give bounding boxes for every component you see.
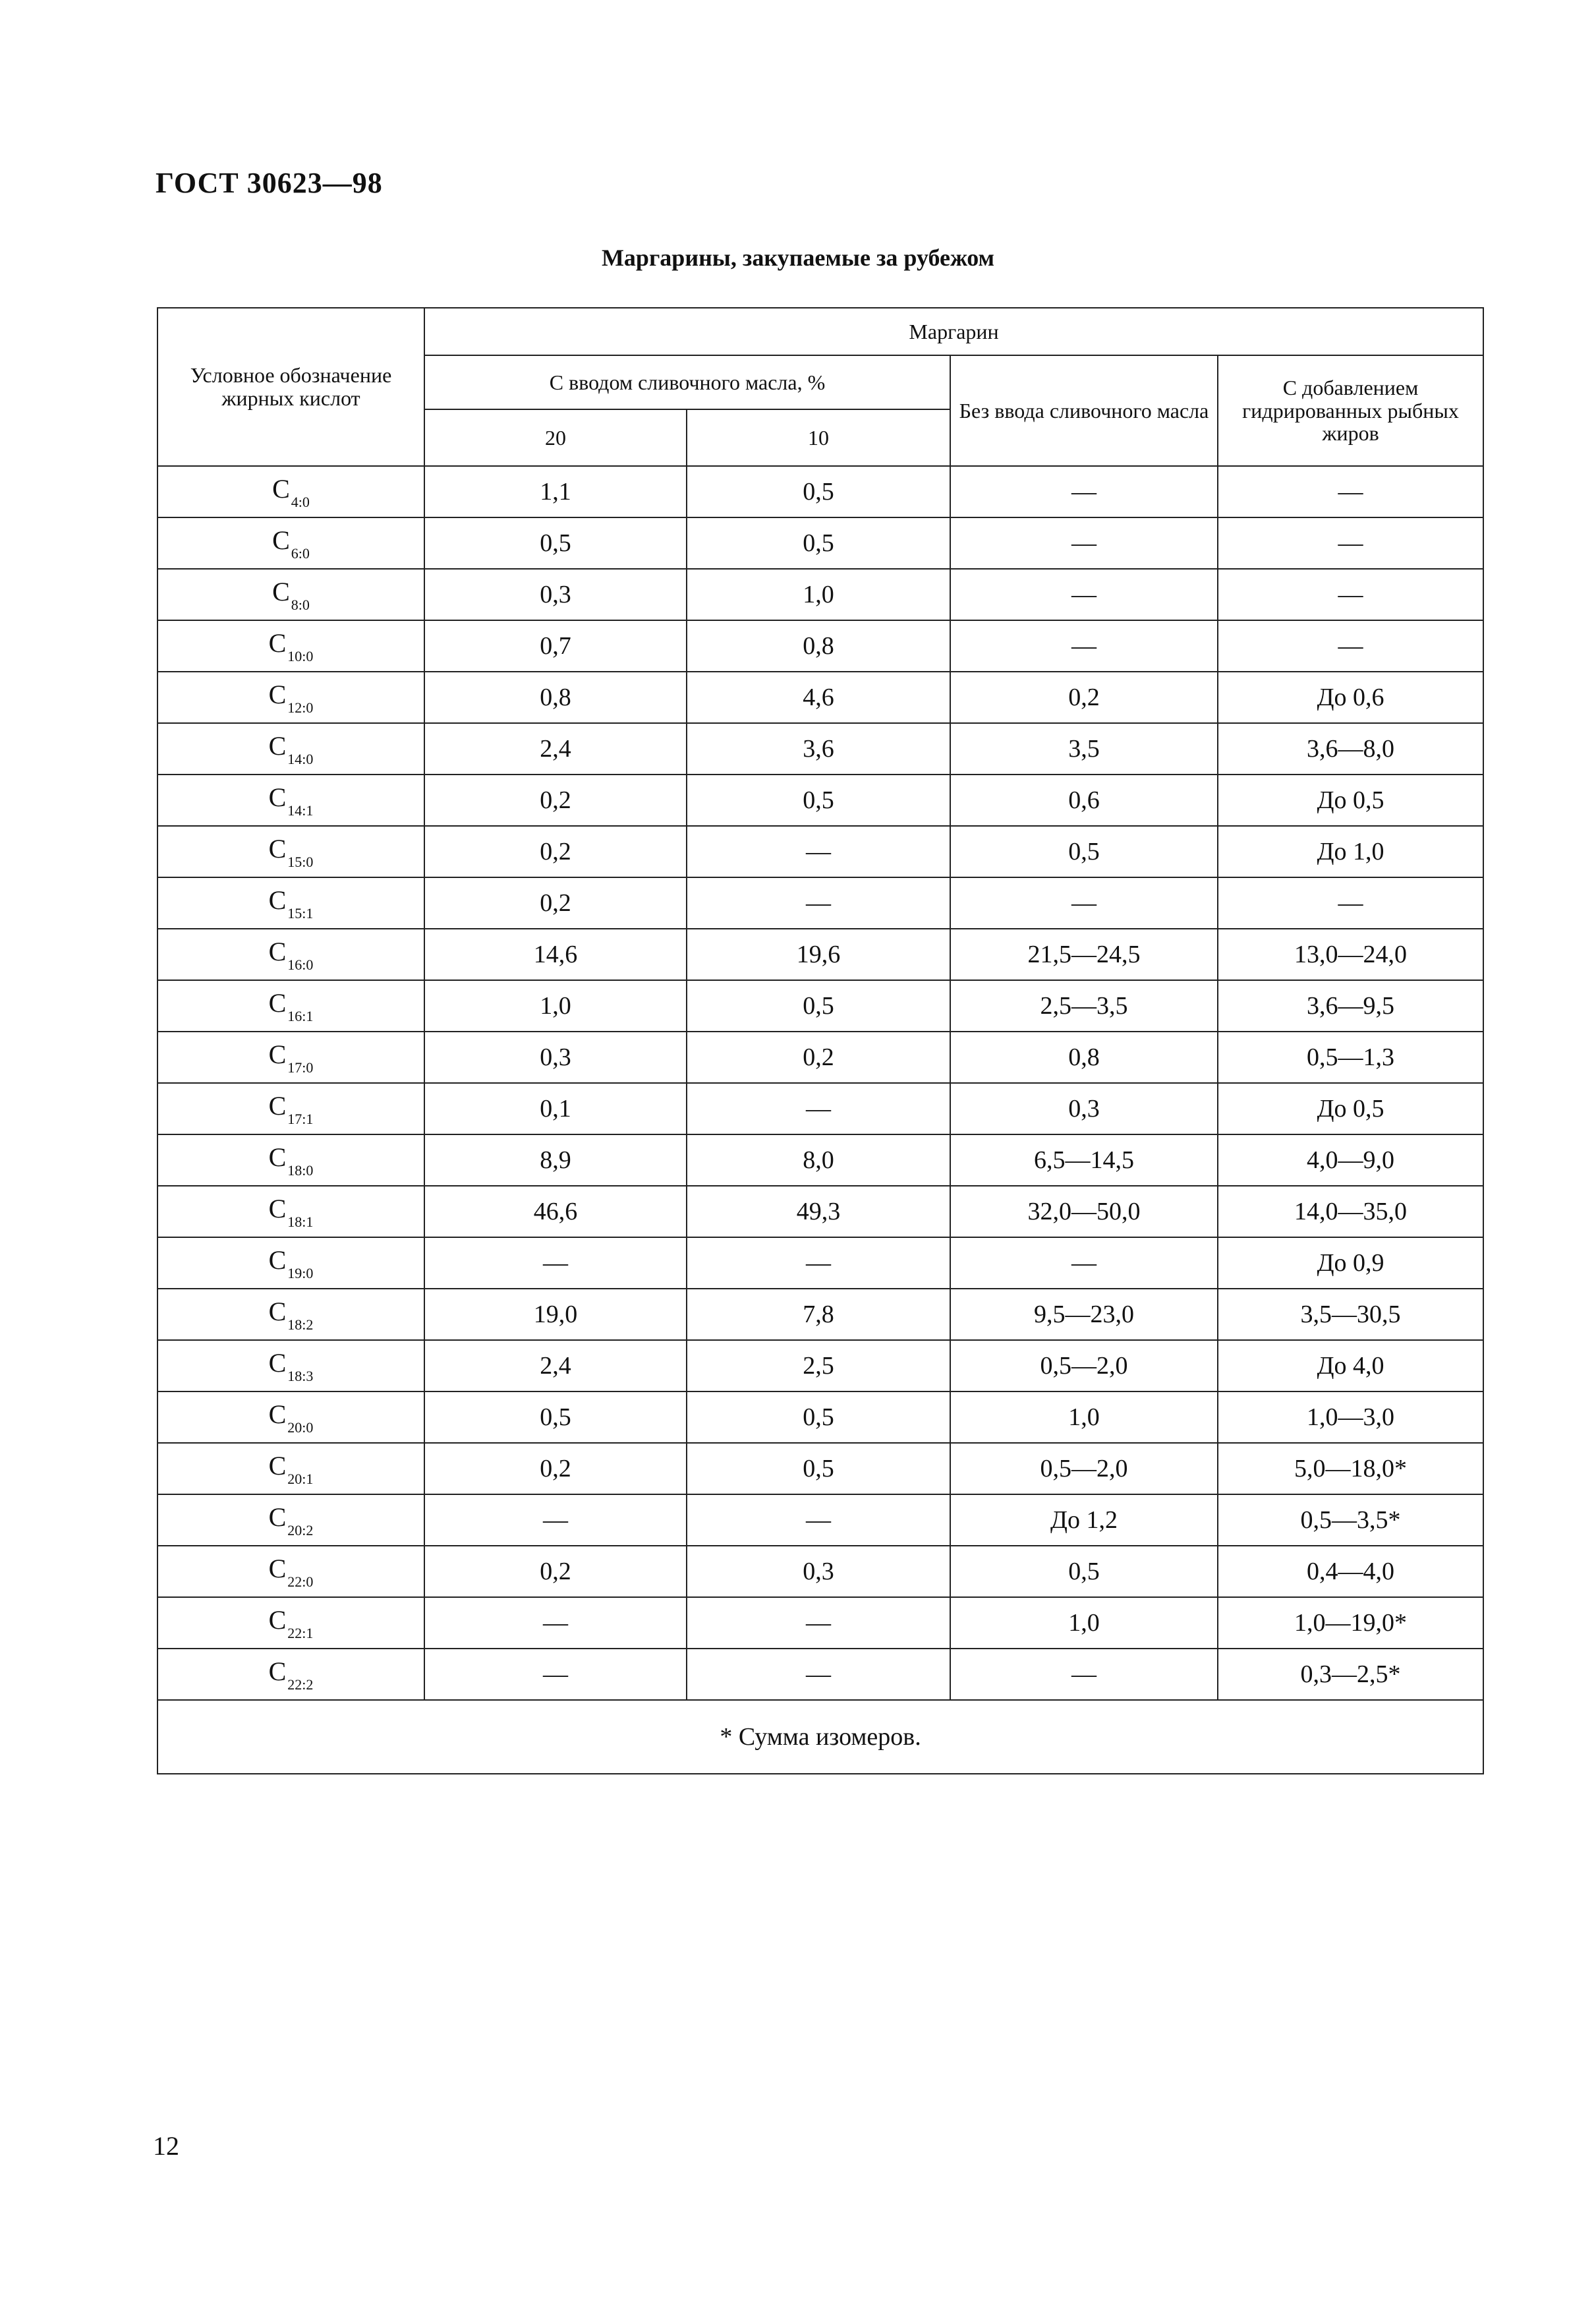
table-row [157,1443,1483,1494]
table-row [157,775,1483,826]
value-without-butter: До 1,2 [950,1494,1218,1546]
value-butter-10: — [687,1649,950,1700]
value-without-butter: — [950,620,1218,672]
acid-designation [157,1186,424,1237]
value-butter-20: 0,7 [424,620,687,672]
value-butter-10: — [687,1494,950,1546]
value-with-fish-fat: — [1218,877,1483,929]
acid-subscript: 22:0 [287,1573,314,1590]
value-with-fish-fat: 0,5—1,3 [1218,1032,1483,1083]
acid-letter: С [268,1604,287,1635]
value-without-butter: 2,5—3,5 [950,980,1218,1032]
value-butter-20: 2,4 [424,1340,687,1391]
acid-subscript: 22:1 [287,1624,314,1641]
value-butter-20: 14,6 [424,929,687,980]
acid-letter: С [268,1244,287,1275]
table-row [157,466,1483,517]
value-without-butter: 1,0 [950,1391,1218,1443]
header-without-butter: Без ввода сливочного масла [950,355,1218,466]
acid-letter: С [272,525,290,555]
acid-subscript: 20:1 [287,1470,314,1487]
header-margarine: Маргарин [424,308,1483,355]
acid-subscript: 20:2 [287,1521,314,1538]
acid-designation [157,1340,424,1391]
acid-designation [157,1649,424,1700]
value-with-fish-fat: — [1218,466,1483,517]
value-without-butter: 0,5 [950,826,1218,877]
value-butter-20: 1,1 [424,466,687,517]
value-with-fish-fat: — [1218,620,1483,672]
value-butter-10: 0,5 [687,1443,950,1494]
table-row [157,1494,1483,1546]
acid-letter: С [268,1502,287,1532]
value-without-butter: 0,8 [950,1032,1218,1083]
table-row [157,1289,1483,1340]
acid-designation [157,1546,424,1597]
acid-designation [157,1289,424,1340]
table-row [157,877,1483,929]
table-row [157,569,1483,620]
value-without-butter: 6,5—14,5 [950,1134,1218,1186]
table-row [157,1340,1483,1391]
acid-designation [157,1237,424,1289]
value-with-fish-fat: — [1218,569,1483,620]
acid-designation [157,1443,424,1494]
value-without-butter: 0,5—2,0 [950,1340,1218,1391]
table-row [157,826,1483,877]
value-butter-10: 1,0 [687,569,950,620]
acid-letter: С [268,1450,287,1480]
acid-letter: С [268,987,287,1018]
value-butter-20: 46,6 [424,1186,687,1237]
acid-letter: С [268,1193,287,1223]
value-with-fish-fat: 14,0—35,0 [1218,1186,1483,1237]
acid-subscript: 14:1 [287,802,314,819]
acid-designation [157,775,424,826]
value-with-fish-fat: 3,6—8,0 [1218,723,1483,775]
value-with-fish-fat: 4,0—9,0 [1218,1134,1483,1186]
value-without-butter: — [950,1237,1218,1289]
table-row [157,1032,1483,1083]
acid-designation [157,929,424,980]
acid-subscript: 4:0 [291,493,310,510]
acid-subscript: 20:0 [287,1419,314,1436]
table-row [157,1186,1483,1237]
value-butter-10: 8,0 [687,1134,950,1186]
value-without-butter: 0,5 [950,1546,1218,1597]
acid-letter: С [268,1142,287,1172]
value-butter-20: 0,2 [424,1546,687,1597]
value-butter-20: — [424,1237,687,1289]
acid-letter: С [268,679,287,709]
fatty-acid-table [157,307,1484,1774]
acid-designation [157,1597,424,1649]
value-with-fish-fat: До 0,9 [1218,1237,1483,1289]
value-with-fish-fat: 13,0—24,0 [1218,929,1483,980]
acid-letter: С [268,833,287,864]
value-butter-10: 0,8 [687,620,950,672]
acid-letter: С [268,1656,287,1686]
value-without-butter: 3,5 [950,723,1218,775]
acid-subscript: 15:0 [287,853,314,870]
acid-subscript: 16:0 [287,956,314,973]
acid-subscript: 6:0 [291,544,310,562]
value-butter-10: 0,5 [687,517,950,569]
value-with-fish-fat: До 0,5 [1218,1083,1483,1134]
acid-subscript: 18:2 [287,1316,314,1333]
acid-letter: С [268,782,287,812]
table-body [157,466,1483,1700]
value-butter-10: 0,3 [687,1546,950,1597]
header-butter-20: 20 [424,409,687,466]
value-butter-10: 0,5 [687,775,950,826]
table-footnote: * Сумма изомеров. [157,1700,1483,1774]
value-with-fish-fat: — [1218,517,1483,569]
value-butter-20: 0,1 [424,1083,687,1134]
acid-letter: С [268,1347,287,1378]
acid-subscript: 18:1 [287,1213,314,1230]
acid-designation [157,877,424,929]
acid-subscript: 12:0 [287,699,314,716]
value-with-fish-fat: 1,0—19,0* [1218,1597,1483,1649]
value-butter-20: 0,8 [424,672,687,723]
value-butter-20: 19,0 [424,1289,687,1340]
value-butter-20: 2,4 [424,723,687,775]
value-butter-10: 49,3 [687,1186,950,1237]
value-butter-10: — [687,1597,950,1649]
value-without-butter: 1,0 [950,1597,1218,1649]
value-without-butter: 0,3 [950,1083,1218,1134]
acid-designation [157,620,424,672]
table-row [157,1134,1483,1186]
value-butter-20: 1,0 [424,980,687,1032]
acid-subscript: 10:0 [287,647,314,664]
table-row [157,723,1483,775]
table-row [157,980,1483,1032]
acid-designation [157,723,424,775]
document-code: ГОСТ 30623—98 [156,167,383,199]
value-butter-20: — [424,1494,687,1546]
acid-subscript: 8:0 [291,596,310,613]
acid-letter: С [268,628,287,658]
table-row [157,1597,1483,1649]
value-with-fish-fat: 0,5—3,5* [1218,1494,1483,1546]
value-butter-20: 8,9 [424,1134,687,1186]
value-butter-10: 0,5 [687,1391,950,1443]
acid-subscript: 15:1 [287,904,314,922]
table-row [157,1391,1483,1443]
acid-letter: С [268,1039,287,1069]
value-with-fish-fat: До 0,5 [1218,775,1483,826]
acid-letter: С [272,473,290,504]
table-row [157,517,1483,569]
acid-designation [157,1391,424,1443]
value-without-butter: — [950,517,1218,569]
value-butter-10: 7,8 [687,1289,950,1340]
acid-designation [157,672,424,723]
value-without-butter: 21,5—24,5 [950,929,1218,980]
table-row [157,929,1483,980]
value-butter-20: 0,5 [424,517,687,569]
acid-letter: С [268,1296,287,1326]
acid-letter: С [268,936,287,966]
acid-designation [157,1083,424,1134]
acid-designation [157,517,424,569]
value-butter-10: 0,5 [687,980,950,1032]
acid-designation [157,466,424,517]
acid-designation [157,1494,424,1546]
acid-designation [157,569,424,620]
acid-designation [157,980,424,1032]
value-butter-10: 19,6 [687,929,950,980]
value-butter-20: 0,3 [424,569,687,620]
value-with-fish-fat: 3,5—30,5 [1218,1289,1483,1340]
header-with-fish-fat: С добавлением гидрированных рыбных жиров [1218,355,1483,466]
acid-designation [157,826,424,877]
acid-subscript: 16:1 [287,1007,314,1024]
acid-subscript: 14:0 [287,750,314,767]
acid-designation [157,1134,424,1186]
value-with-fish-fat: До 4,0 [1218,1340,1483,1391]
table-row [157,620,1483,672]
value-butter-20: 0,2 [424,1443,687,1494]
value-butter-20: 0,5 [424,1391,687,1443]
value-with-fish-fat: 0,3—2,5* [1218,1649,1483,1700]
value-with-fish-fat: 0,4—4,0 [1218,1546,1483,1597]
value-without-butter: 32,0—50,0 [950,1186,1218,1237]
acid-designation [157,1032,424,1083]
header-with-butter: С вводом сливочного масла, % [424,355,950,409]
acid-letter: С [268,1090,287,1121]
value-with-fish-fat: 5,0—18,0* [1218,1443,1483,1494]
page-number: 12 [153,2131,179,2161]
acid-subscript: 17:1 [287,1110,314,1127]
acid-subscript: 17:0 [287,1059,314,1076]
table-row [157,1546,1483,1597]
acid-letter: С [268,1399,287,1429]
value-butter-10: 3,6 [687,723,950,775]
value-without-butter: 0,6 [950,775,1218,826]
acid-subscript: 18:3 [287,1367,314,1384]
table-title: Маргарины, закупаемые за рубежом [601,245,995,271]
value-without-butter: — [950,466,1218,517]
acid-subscript: 19:0 [287,1264,314,1281]
header-acid-designation: Условное обозначение жирных кислот [157,308,424,466]
table-row [157,672,1483,723]
value-with-fish-fat: 1,0—3,0 [1218,1391,1483,1443]
value-with-fish-fat: До 0,6 [1218,672,1483,723]
table-row [157,1083,1483,1134]
value-without-butter: 0,5—2,0 [950,1443,1218,1494]
value-butter-10: — [687,826,950,877]
value-without-butter: — [950,877,1218,929]
value-without-butter: 0,2 [950,672,1218,723]
table-row [157,1649,1483,1700]
value-butter-20: 0,2 [424,775,687,826]
value-butter-20: 0,3 [424,1032,687,1083]
header-butter-10: 10 [687,409,950,466]
value-butter-20: — [424,1597,687,1649]
value-butter-10: — [687,877,950,929]
value-without-butter: 9,5—23,0 [950,1289,1218,1340]
value-with-fish-fat: 3,6—9,5 [1218,980,1483,1032]
value-without-butter: — [950,1649,1218,1700]
value-butter-10: — [687,1237,950,1289]
acid-subscript: 18:0 [287,1161,314,1179]
value-without-butter: — [950,569,1218,620]
value-butter-10: 2,5 [687,1340,950,1391]
value-butter-10: 4,6 [687,672,950,723]
value-butter-20: 0,2 [424,877,687,929]
acid-letter: С [268,1553,287,1583]
value-butter-20: — [424,1649,687,1700]
value-butter-10: 0,5 [687,466,950,517]
acid-letter: С [272,576,290,606]
table-row [157,1237,1483,1289]
acid-subscript: 22:2 [287,1676,314,1693]
value-with-fish-fat: До 1,0 [1218,826,1483,877]
value-butter-20: 0,2 [424,826,687,877]
value-butter-10: 0,2 [687,1032,950,1083]
acid-letter: С [268,885,287,915]
value-butter-10: — [687,1083,950,1134]
acid-letter: С [268,730,287,761]
